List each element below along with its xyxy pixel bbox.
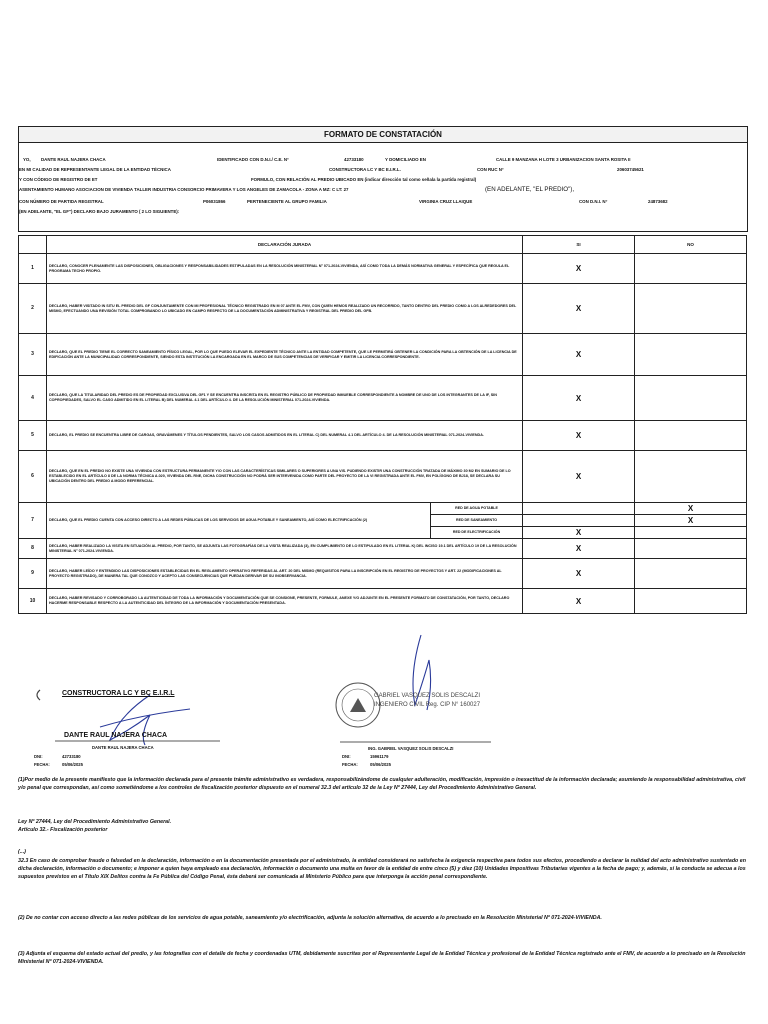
no-cell xyxy=(635,589,747,614)
family-dni-label: CON D.N.I. N° xyxy=(579,199,608,204)
document-title: FORMATO DE CONSTATACIÓN xyxy=(18,126,748,143)
row-text: DECLARO, HABER VISITADO IN SITU EL PREDIO DEL GF CONJUNTAMENTE CON MI PROFESIONAL TÉCNICO REGISTRADO EN M 07 ANTE EL FMV, CON QUIEN HEMOS REALIZADO UN RECORRIDO, TANTO DENTRO DEL PREDIO COMO A LOS ALREDEDORES DEL MISMO, EFECTUANDO UNA REVISIÓN TOTAL COMPROBANDO LO UBICADO EN CAMPO RESPECTO DE LA DOCUMENTACIÓN ADMINISTRATIVA Y REGISTRAL DEL PREDIO DEL GFB. xyxy=(47,284,523,334)
yes-mark: X xyxy=(523,376,635,421)
yes-mark: X xyxy=(523,254,635,284)
no-cell xyxy=(635,334,747,376)
calidad-label: EN MI CALIDAD DE REPRESENTANTE LEGAL DE LA ENTIDAD TÉCNICA xyxy=(19,167,171,172)
ruc-label: CON RUC N° xyxy=(477,167,504,172)
yo-label: YO, xyxy=(23,157,31,162)
row-text: DECLARO, HABER LEÍDO Y ENTENDIDO LAS DISPOSICIONES ESTABLECIDAS EN EL REGLAMENTO OPERATIVO REFERIDAS AL ART. 20 DEL MISMO (REQUISITOS PARA LA INSCRIPCIÓN EN EL REGISTRO DE PROYECTOS Y ART. 22 (MODIFICACIONES AL PROYECTO REGISTRADO), DE MANERA TAL QUE CONOZCO Y ACEPTO LAS CONSECUENCIAS QUE PUEDAN DERIVAR DE SU INOBSERVANCIA. xyxy=(47,559,523,589)
law-article: Artículo 32.- Fiscalización posterior xyxy=(18,827,108,833)
table-row xyxy=(19,254,747,284)
row-number: 8 xyxy=(19,539,47,559)
family-dni-number: 24873682 xyxy=(648,199,668,204)
row-number: 7 xyxy=(19,503,47,539)
domicile-label: Y DOMICILIADO EN xyxy=(385,157,426,162)
right-date: 05/06/2025 xyxy=(370,762,391,767)
table-row xyxy=(19,334,747,376)
sub-sanitation: RED DE SANEAMIENTO xyxy=(431,515,523,527)
no-mark: X xyxy=(635,515,747,527)
sub-water: RED DE AGUA POTABLE xyxy=(431,503,523,515)
ident-label: IDENTIFICADO CON D.N.I./ C.E. N° xyxy=(217,157,289,162)
predio-label: (EN ADELANTE, "EL PREDIO"), xyxy=(485,186,575,193)
partida-number: P06031866 xyxy=(203,199,226,204)
partida-label: CON NÚMERO DE PARTIDA REGISTRAL xyxy=(19,199,104,204)
row-text: DECLARO, HABER REVISADO Y CORROBORADO LA AUTENTICIDAD DE TODA LA INFORMACIÓN Y DOCUMENTACIÓN QUE SE CONSIGNE, PRESENTE, FORMULE, ANEXE Y/O ADJUNTE EN EL PRESENTE FORMATO DE CONSTATACIÓN, POR TANTO, DECLARO HACERME RESPONSABLE RESPECTO A LA AUTENTICIDAD DEL ÍNTEGRO DE LA INFORMACIÓN Y DOCUMENTACIÓN PRESENTADA. xyxy=(47,589,523,614)
right-signer-name: ING. GABRIEL VASQUEZ SOLIS DESCALZI xyxy=(368,746,454,751)
no-mark: X xyxy=(635,503,747,515)
row-text: DECLARO, HABER REALIZADO LA VISITA EN SITUACIÓN AL PREDIO, POR TANTO, SE ADJUNTA LAS FOTOGRAFÍAS DE LA VISITA REALIZADA (3), EN CUMPLIMIENTO DE LO ESTIPULADO EN EL LITERAL K) DEL INCISO 19.1 DEL ARTÍCULO 19 DE LA RESOLUCIÓN MINISTERIAL N° 071-2024-VIVIENDA. xyxy=(47,539,523,559)
row-text: DECLARO, QUE EL PREDIO TIENE EL CORRECTO SANEAMIENTO FÍSICO LEGAL, POR LO QUE PUEDO ELEVAR EL EXPEDIENTE TÉCNICO ANTE LA ENTIDAD COMPETENTE, QUE LE PERMITIRÁ OBTENER LA CONDICIÓN PARA LA OBTENCIÓN DE LA LICENCIA DE EDIFICACIÓN ANTE LA MUNICIPALIDAD CORRESPONDIENTE, SIENDO ESTA INSTITUCIÓN LA ENCARGADA EN EL MARCO DE SUS COMPETENCIAS DE VERIFICAR Y EMITIR LA LICENCIA CORRESPONDIENTE. xyxy=(47,334,523,376)
no-cell xyxy=(635,421,747,451)
row-number: 10 xyxy=(19,589,47,614)
yes-mark: X xyxy=(523,284,635,334)
num-header xyxy=(19,236,47,254)
yes-cell xyxy=(523,515,635,527)
row-number: 1 xyxy=(19,254,47,284)
left-date-label: FECHA: xyxy=(34,762,50,767)
no-cell xyxy=(635,559,747,589)
table-row xyxy=(19,421,747,451)
right-engineer-stamp: GABRIEL VASQUEZ SOLIS DESCALZI INGENIERO CIVIL Reg. CIP N° 160027 xyxy=(373,693,481,708)
yes-mark: X xyxy=(523,539,635,559)
entity-name: CONSTRUCTORA LC Y BC E.I.R.L. xyxy=(329,167,401,172)
right-date-label: FECHA: xyxy=(342,762,358,767)
ruc-number: 20603745621 xyxy=(617,167,644,172)
sub-electric: RED DE ELECTRIFICACIÓN xyxy=(431,527,523,539)
declarant-dni: 42733180 xyxy=(344,157,364,162)
no-cell xyxy=(635,284,747,334)
yes-cell xyxy=(523,503,635,515)
row-number: 5 xyxy=(19,421,47,451)
yes-mark: X xyxy=(523,589,635,614)
row-text: DECLARO, QUE EN EL PREDIO NO EXISTE UNA VIVIENDA CON ESTRUCTURA PERMANENTE Y/O CON LAS CARACTERÍSTICAS SIMILARES O SUPERIORES A UNA VIS. PUDIENDO EXISTIR UNA CONSTRUCCIÓN TRATADA DE MÁXIMO 30 M2 EN SUMARIO DE LO ESTABLECIDO EN EL ARTÍCULO 8 DE LA NORMA TÉCNICA A.020, VIVIENDA DEL RNE, DICHA CONSTRUCCIÓN NO PODRÁ SER INTERVENIDA COMO PARTE DEL PROYECTO DE LA VI REGISTRADA ANTE EL FMV, EN POLÍGONO DE BJ18, SE DECLARA SU UBICACIÓN DENTRO DEL PREDIO A MODO REFERENCIAL. xyxy=(47,451,523,503)
no-cell xyxy=(635,254,747,284)
table-row xyxy=(19,451,747,503)
row-text: DECLARO, CONOCER PLENAMENTE LAS DISPOSICIONES, OBLIGACIONES Y RESPONSABILIDADES ESTIPULADAS EN LA RESOLUCIÓN MINISTERIAL N° 071-2024-VIVIENDA, ASÍ COMO TODA LA DEMÁS NORMATIVA GENERAL Y ESPECÍFICA QUE REGULA EL PROGRAMA TECHO PROPIO. xyxy=(47,254,523,284)
left-dni-label: DNI: xyxy=(34,754,43,759)
formulo-text: FORMULO, CON RELACIÓN AL PREDIO UBICADO EN (indicar dirección tal como señala la partida registral) xyxy=(251,177,477,182)
left-company-stamp: CONSTRUCTORA LC Y BC E.I.R.L xyxy=(62,690,175,697)
row-number: 4 xyxy=(19,376,47,421)
right-signature-stamp xyxy=(326,630,506,745)
no-cell xyxy=(635,451,747,503)
yes-mark: X xyxy=(523,421,635,451)
yes-mark: X xyxy=(523,334,635,376)
left-signer-name: DANTE RAUL NAJERA CHACA xyxy=(92,745,154,750)
ellipsis: (...) xyxy=(18,849,26,855)
law-citation: Ley Nº 27444, Ley del Procedimiento Administrativo General. xyxy=(18,819,172,825)
table-row xyxy=(19,503,747,515)
row-text: DECLARO, EL PREDIO SE ENCUENTRA LIBRE DE CARGAS, GRAVÁMENES Y TÍTULOS PENDIENTES, SALVO LOS CASOS ADMITIDOS EN EL LITERAL C) DEL NUMERAL 4.1 DEL ARTÍCULO 4. DE LA RESOLUCIÓN MINISTERIAL 071-2024-VIVIENDA. xyxy=(47,421,523,451)
row-number: 3 xyxy=(19,334,47,376)
declaration-header: DECLARACIÓN JURADA xyxy=(47,236,523,254)
row-number: 9 xyxy=(19,559,47,589)
declarant-header xyxy=(18,141,748,232)
gf-declaration: (EN ADELANTE, "EL GF") DECLARO BAJO JURAMENTO ( 2 LO SIGUIENTE): xyxy=(19,209,180,214)
row-text: DECLARO, QUE EL PREDIO CUENTA CON ACCESO DIRECTO A LAS REDES PÚBLICAS DE LOS SERVICIOS DE AGUA POTABLE Y SANEAMIENTO, ASÍ COMO ELECTRIFICACIÓN (2) xyxy=(47,503,431,539)
declarant-address: CALLE 9 MANZANA H LOTE 3 URBANIZACION SANTA ROSITA II xyxy=(496,157,631,162)
right-dni: 15961179 xyxy=(370,754,389,759)
yes-mark: X xyxy=(523,527,635,539)
left-dni: 42733180 xyxy=(62,754,81,759)
yes-header: SI xyxy=(523,236,635,254)
left-date: 05/06/2025 xyxy=(62,762,83,767)
no-cell xyxy=(635,376,747,421)
sworn-declaration-table xyxy=(18,235,747,614)
no-header: NO xyxy=(635,236,747,254)
table-row xyxy=(19,376,747,421)
row-text: DECLARO, QUE LA TITULARIDAD DEL PREDIO ES DE PROPIEDAD EXCLUSIVA DEL GF1 Y SE ENCUENTRA INSCRITA EN EL REGISTRO PÚBLICO DE PROPIEDAD INMUEBLE CORRESPONDIENTE A NOMBRE DE UNO DE LOS INTEGRANTES DE LA IF, SIN COPROPIEDADES, SALVO EL CASO ADMITIDO EN EL LITERAL B) DEL NUMERAL 4.1 DEL ARTÍCULO 4. DE LA RESOLUCIÓN MINISTERIAL 071-2024-VIVIENDA. xyxy=(47,376,523,421)
family-group-name: VIRGINIA CRUZ LLAIQUE xyxy=(419,199,473,204)
yes-mark: X xyxy=(523,451,635,503)
row-number: 6 xyxy=(19,451,47,503)
registry-code-label: Y CON CÓDIGO DE REGISTRO DE ET xyxy=(19,177,98,182)
table-row xyxy=(19,539,747,559)
right-dni-label: DNI: xyxy=(342,754,351,759)
property-address: ASENTAMIENTO HUMANO ASOCIACION DE VIVIENDA TALLER INDUSTRIA CONSORCIO PRIMAVERA Y LOS ANGELES DE ZAMACOLA - ZONA A MZ: C LT: 27 xyxy=(19,187,349,192)
row-number: 2 xyxy=(19,284,47,334)
no-cell xyxy=(635,539,747,559)
footnote-2: (2) De no contar con acceso directo a las redes públicas de los servicios de agua potable, saneamiento y/o electrificación, adjunta la solución alternativa, de acuerdo a lo precisado en la Resolución Ministerial Nº 071-2024-VIVIENDA. xyxy=(18,915,602,921)
left-rep-stamp: DANTE RAUL NAJERA CHACA xyxy=(64,732,168,739)
table-row xyxy=(19,589,747,614)
table-row xyxy=(19,284,747,334)
no-cell xyxy=(635,527,747,539)
article-32-3: 32.3 En caso de comprobar fraude o falsedad en la declaración, información o en la documentación presentada por el administrado, la entidad considerará no satisfecha la exigencia respectiva para todos sus efectos, procediendo a declarar la nulidad del acto administrativo sustentado en dicha declaración, información o documento; e imponer a quien haya empleado esa declaración, información o documento una multa en favor de la entidad de entre cinco (5) y diez (10) Unidades Impositivas Tributarias vigentes a la fecha de pago; y, además, si la conducta se adecua a los supuestos previstos en el Título XIX Delitos contra la Fe Pública del Código Penal, ésta deberá ser comunicada al Ministerio Público para que interponga la acción penal correspondiente. xyxy=(18,858,746,880)
table-row xyxy=(19,559,747,589)
yes-mark: X xyxy=(523,559,635,589)
footnote-1: (1)Por medio de la presente manifiesto que la información declarada para el presente trámite administrativo es verdadera, responsabilizándome de cualquier adulteración, modificación, impresión o inexactitud de la información declarada; asumiendo la responsabilidad administrativa, civil y/o penal que correspondan, así como sometiéndome a los controles de fiscalización posterior dispuesto en el numeral 32.3 del artículo 32 de la Ley Nº 27444, Ley del Procedimiento Administrativo General. xyxy=(18,777,746,791)
family-group-label: PERTENECIENTE AL GRUPO FAMILIA xyxy=(247,199,327,204)
footnote-3: (3) Adjunta el esquema del estado actual del predio, y las fotografías con el detalle de fecha y coordenadas UTM, debidamente suscritas por el Representante Legal de la Entidad Técnica y profesional de la Entidad Técnica registrado ante el FMV, de acuerdo a lo precisado en la Resolución Ministerial Nº 071-2024-VIVIENDA. xyxy=(18,951,746,965)
declarant-name: DANTE RAUL NAJERA CHACA xyxy=(41,157,106,162)
